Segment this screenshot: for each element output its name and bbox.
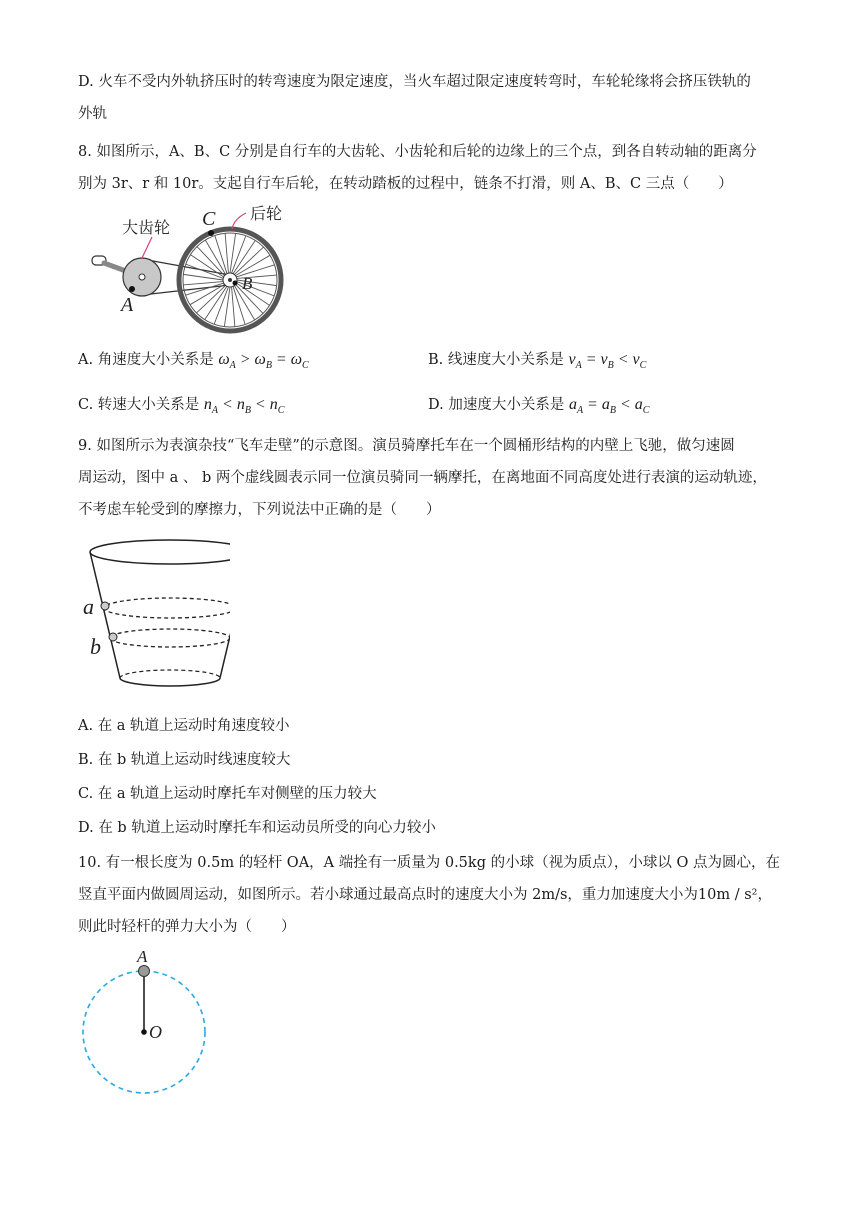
q8-option-d-formula: $a_A = a_B < a_C$ [568, 396, 650, 417]
q8-option-a[interactable] [78, 350, 309, 376]
label-a: A [137, 947, 148, 966]
q8-option-d[interactable] [428, 395, 649, 421]
q7-option-d-line2: 外轨 [78, 106, 107, 122]
q9-stem-line3: 不考虑车轮受到的摩擦力，下列说法中正确的是（ ） [78, 502, 441, 518]
spoke [235, 255, 270, 275]
rear-wheel-callout [232, 213, 246, 229]
q8-option-c-text: C. 转速大小关系是 [78, 397, 200, 413]
spoke [205, 286, 227, 319]
q8-stem-line2: 别为 3r、r 和 10r。支起自行车后轮，在转动踏板的过程中，链条不打滑，则 A、B、C 三点（ ） [78, 176, 733, 192]
q9-option-d[interactable]: D. 在 b 轨道上运动时摩托车和运动员所受的向心力较小 [78, 820, 436, 836]
label-orbit-b: b [90, 634, 101, 659]
spoke [232, 236, 246, 273]
q9-option-c[interactable]: C. 在 a 轨道上运动时摩托车对侧壁的压力较大 [78, 786, 377, 802]
spoke [215, 236, 227, 274]
q9-option-a[interactable]: A. 在 a 轨道上运动时角速度较小 [78, 718, 290, 734]
bucket-right-wall [220, 552, 230, 678]
q8-option-b[interactable] [428, 350, 646, 376]
ball-a [139, 966, 150, 977]
point-c [208, 230, 214, 236]
q10-stem-line1: 10. 有一根长度为 0.5m 的轻杆 OA，A 端拴有一质量为 0.5kg 的小球（视为质点），小球以 O 点为圆心，在 [78, 855, 780, 871]
rider-b [109, 633, 117, 641]
q8-option-d-text: D. 加速度大小关系是 [428, 397, 565, 413]
spoke [224, 287, 230, 327]
label-rear-wheel: 后轮 [250, 205, 283, 223]
q8-option-a-formula: $\omega_A > \omega_B = \omega_C$ [218, 351, 309, 372]
bucket-left-wall [90, 552, 120, 678]
q8-option-b-text: B. 线速度大小关系是 [428, 352, 564, 368]
bucket-figure [80, 535, 230, 695]
spoke [190, 255, 223, 277]
point-o [141, 1029, 147, 1035]
q8-option-b-formula: $v_A = v_B < v_C$ [568, 351, 647, 372]
spoke [230, 233, 236, 273]
orbit-a [104, 598, 230, 618]
point-b [233, 281, 238, 286]
label-c: C [202, 208, 216, 230]
rider-a [101, 602, 109, 610]
rear-hub [228, 278, 232, 282]
q10-stem-line3: 则此时轻杆的弹力大小为（ ） [78, 919, 296, 935]
spoke [205, 240, 225, 275]
spoke [232, 287, 235, 327]
q8-option-c-formula: $n_A < n_B < n_C$ [203, 396, 285, 417]
label-big-gear: 大齿轮 [122, 218, 171, 237]
q10-stem-line2: 竖直平面内做圆周运动，如图所示。若小球通过最高点时的速度大小为 2m/s，重力加速度大小为10m / s²， [78, 887, 772, 903]
spoke [234, 247, 263, 275]
label-b: B [242, 274, 253, 293]
q9-option-b[interactable]: B. 在 b 轨道上运动时线速度较大 [78, 752, 291, 768]
q9-stem-line2: 周运动，图中 a 、 b 两个虚线圆表示同一位演员骑同一辆摩托，在离地面不同高度处进行表演的运动轨迹， [78, 470, 767, 486]
q7-option-d-line1: D. 火车不受内外轨挤压时的转弯速度为限定速度，当火车超过限定速度转弯时，车轮轮缘将会挤压铁轨的 [78, 74, 751, 90]
spoke [233, 240, 255, 273]
spoke [186, 264, 223, 278]
rod-circle-figure [78, 945, 213, 1100]
spoke [197, 285, 226, 313]
label-a: A [121, 294, 134, 316]
bucket-rim [90, 540, 230, 564]
spoke [214, 287, 228, 324]
spoke [225, 233, 228, 273]
q8-stem-line1: 8. 如图所示，A、B、C 分别是自行车的大齿轮、小齿轮和后轮的边缘上的三个点，到各自转动轴的距离分 [78, 144, 757, 160]
bucket-bottom-hidden [120, 670, 220, 678]
bicycle-figure [84, 205, 290, 335]
q8-option-a-text: A. 角速度大小关系是 [78, 352, 214, 368]
q8-option-c[interactable] [78, 395, 284, 421]
q9-stem-line1: 9. 如图所示为表演杂技“飞车走壁”的示意图。演员骑摩托车在一个圆桶形结构的内壁上飞驰，做匀速圆 [78, 438, 735, 454]
spoke [183, 274, 223, 280]
bucket-bottom [120, 678, 220, 686]
label-o: O [149, 1022, 162, 1042]
point-a [129, 286, 135, 292]
orbit-b [110, 629, 230, 647]
big-gear-callout [142, 237, 152, 258]
big-gear-axle [139, 274, 145, 280]
label-orbit-a: a [83, 594, 94, 619]
spoke [183, 282, 223, 285]
